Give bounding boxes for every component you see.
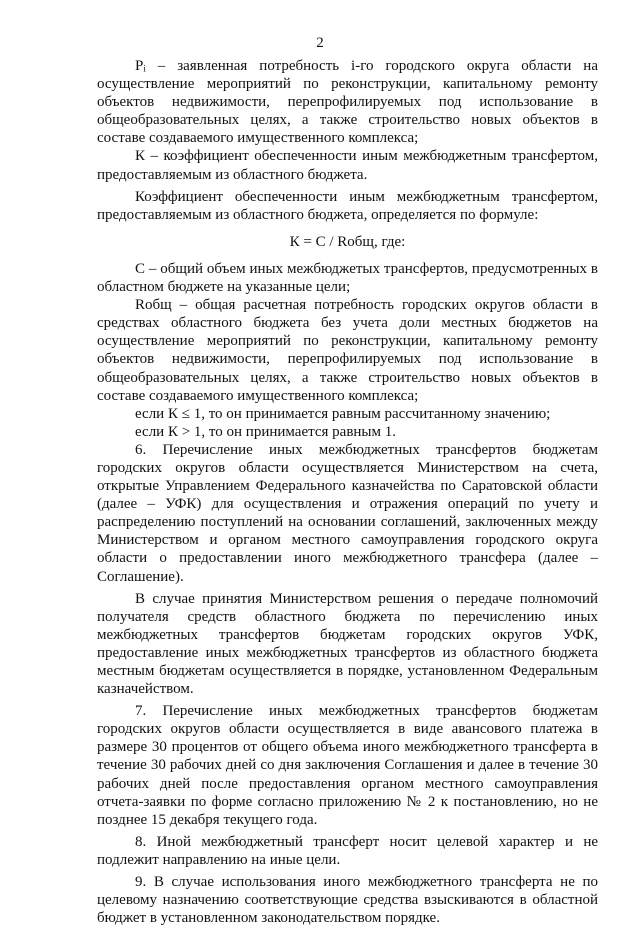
paragraph-item-9: 9. В случае использования иного межбюджетного трансферта не по целевому назначению соответствующие средства взыскиваются в областной бюджет в установленном законодательством порядке. (97, 874, 598, 927)
page-number: 2 (316, 35, 324, 51)
paragraph-pi-definition: Pᵢ – заявленная потребность i-го городского округа области на осуществление мероприятий по реконструкции, капитальному ремонту объектов недвижимости, перепрофилируемых под использование в общеобразовательных целях, а также строительство новых объектов в составе создаваемого имущественного комплекса; (97, 58, 598, 147)
paragraph-k-definition: К – коэффициент обеспеченности иным межбюджетным трансфертом, предоставляемым из областного бюджета. (97, 148, 598, 183)
paragraph-c-definition: С – общий объем иных межбюджетых трансфертов, предусмотренных в областном бюджете на указанные цели; (97, 260, 598, 296)
paragraph-item-7: 7. Перечисление иных межбюджетных трансфертов бюджетам городских округов области осуществляется в виде авансового платежа в размере 30 процентов от общего объема иного межбюджетного трансферта в течение 30 рабочих дней со дня заключения Соглашения и далее в течение 30 рабочих дней после предоставления органом местного самоуправления отчета-заявки по форме согласно приложению № 2 к постановлению, но не позднее 15 декабря текущего года. (97, 703, 598, 828)
document-body (97, 57, 598, 927)
paragraph-item-6: 6. Перечисление иных межбюджетных трансфертов бюджетам городских округов области осуществляется Министерством на счета, открытые Управлением Федерального казначейства по Саратовской области (далее – УФК) для осуществления и отражения операций по учету и распределению поступлений на основании соглашений, заключенных между Министерством и органом местного самоуправления городского округа области о предоставлении иного межбюджетного трансфера (далее – Соглашение). (97, 441, 598, 585)
paragraph-ufk-authority: В случае принятия Министерством решения о передаче полномочий получателя средств областного бюджета по перечислению иных межбюджетных трансфертов бюджетам городских округов УФК, предоставление иных межбюджетных трансфертов из областного бюджета местным бюджетам осуществляется в порядке, установленном Федеральным казначейством. (97, 590, 598, 698)
condition-k-le-1: если К ≤ 1, то он принимается равным рассчитанному значению; (135, 405, 551, 422)
paragraph-k-formula-intro: Коэффициент обеспеченности иным межбюджетным трансфертом, предоставляемым из областного бюджета, определяется по формуле: (97, 188, 598, 223)
condition-k-gt-1: если К > 1, то он принимается равным 1. (135, 423, 396, 440)
formula-line: К = С / Rобщ, где: (289, 233, 406, 250)
paragraph-r-definition: Rобщ – общая расчетная потребность городских округов области в средствах областного бюджета без учета доли местных бюджетов на осуществление мероприятий по реконструкции, капитальному ремонту объектов недвижимости, перепрофилируемых под использование в общеобразовательных целях, а также строительство новых объектов в составе создаваемого имущественного комплекса; (97, 297, 598, 404)
paragraph-item-8: 8. Иной межбюджетный трансферт носит целевой характер и не подлежит направлению на иные цели. (97, 833, 598, 868)
